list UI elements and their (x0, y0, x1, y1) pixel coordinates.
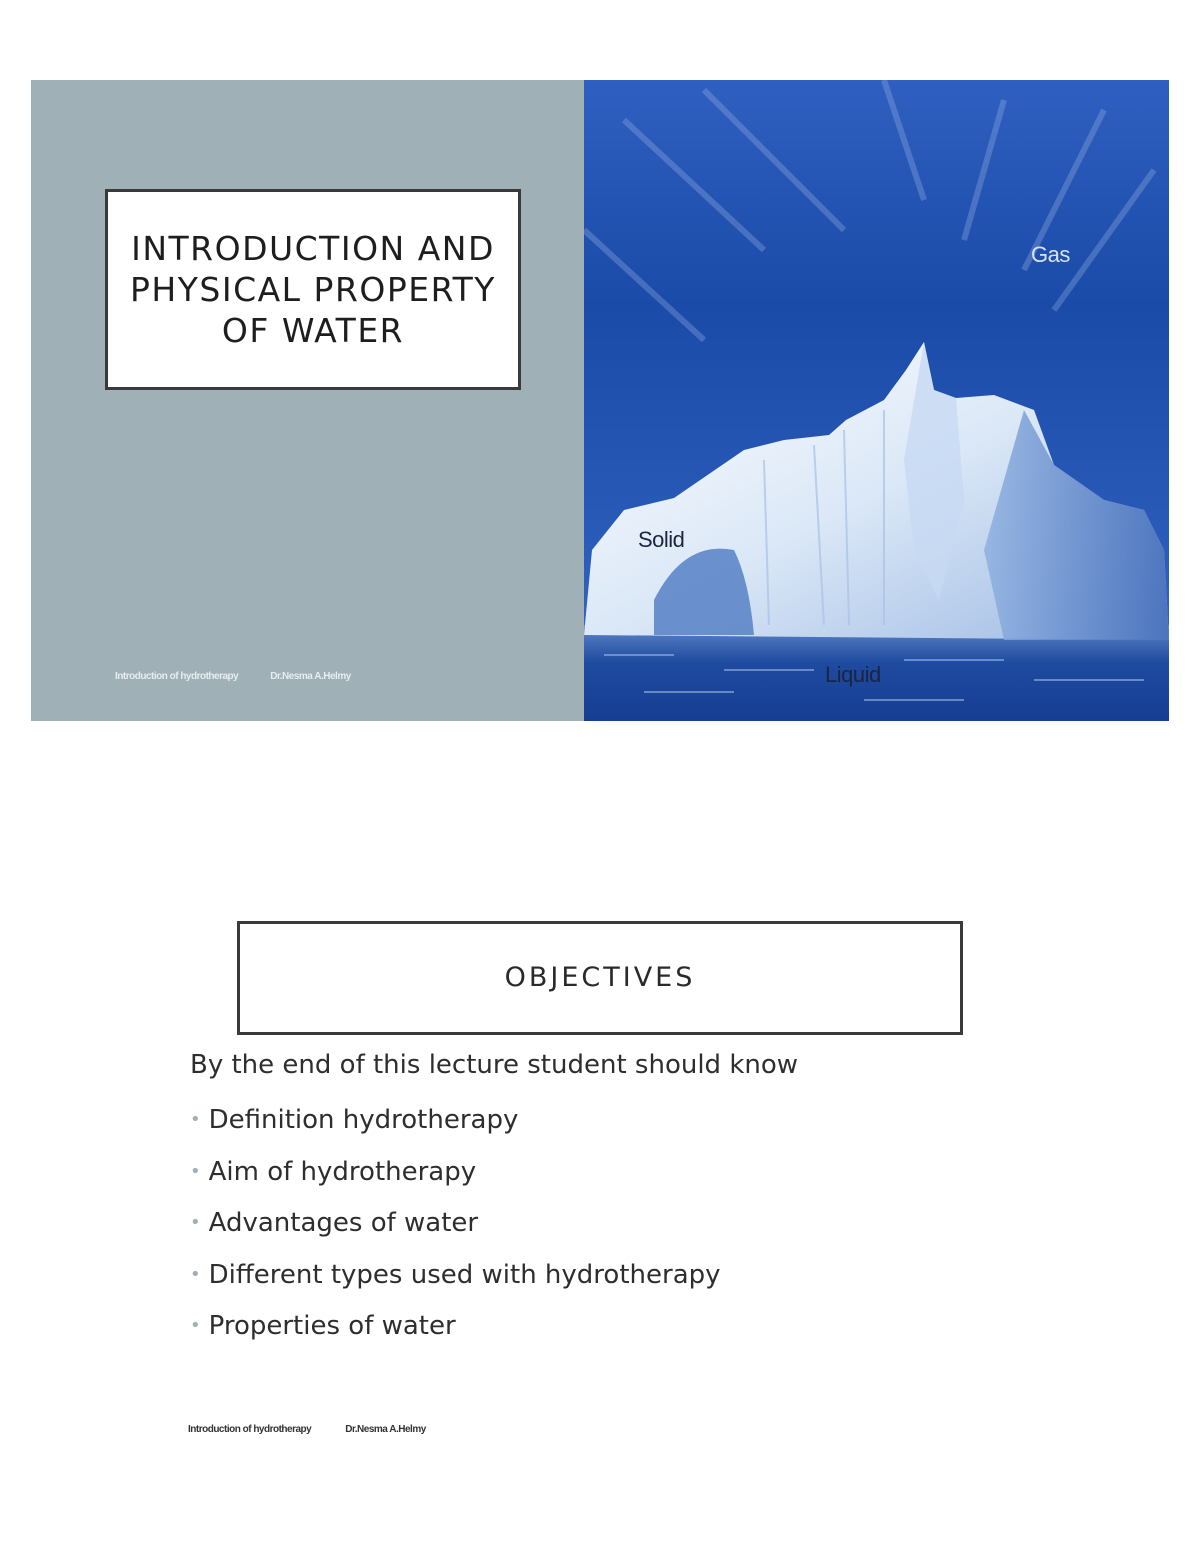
title-slide (31, 80, 1169, 721)
list-item-text: Definition hydrotherapy (208, 1105, 519, 1135)
list-item-text: Different types used with hydrotherapy (208, 1259, 721, 1290)
label-liquid: Liquid (825, 662, 881, 687)
bullet-icon: • (190, 1160, 201, 1182)
objectives-intro: By the end of this lecture student should know (190, 1050, 799, 1080)
footer-author: Dr.Nesma A.Helmy (345, 1424, 426, 1435)
list-item (190, 1100, 721, 1152)
bullet-icon: • (190, 1315, 201, 1336)
footer-author: Dr.Nesma A.Helmy (270, 671, 351, 682)
slide-title: INTRODUCTION AND PHYSICAL PROPERTY OF WATER (130, 229, 496, 350)
iceberg-image (584, 80, 1169, 721)
footer-course: Introduction of hydrotherapy (115, 671, 239, 682)
list-item-text: Advantages of water (208, 1208, 479, 1238)
list-item (190, 1255, 721, 1307)
list-item-text: Properties of water (208, 1311, 456, 1341)
objectives-heading-box (237, 921, 963, 1035)
label-solid: Solid (638, 527, 685, 552)
list-item (190, 1203, 721, 1255)
title-box (105, 189, 521, 390)
footer-course: Introduction of hydrotherapy (188, 1424, 312, 1435)
bullet-icon: • (190, 1263, 201, 1285)
list-item-text: Aim of hydrotherapy (208, 1156, 477, 1187)
bullet-icon: • (190, 1109, 201, 1130)
slide1-footer (115, 671, 351, 682)
list-item (190, 1152, 721, 1204)
label-gas: Gas (1031, 242, 1070, 267)
objectives-list (190, 1100, 721, 1358)
bullet-icon: • (190, 1212, 201, 1233)
objectives-heading: OBJECTIVES (504, 962, 696, 993)
slide2-footer (188, 1424, 426, 1435)
list-item (190, 1306, 721, 1358)
